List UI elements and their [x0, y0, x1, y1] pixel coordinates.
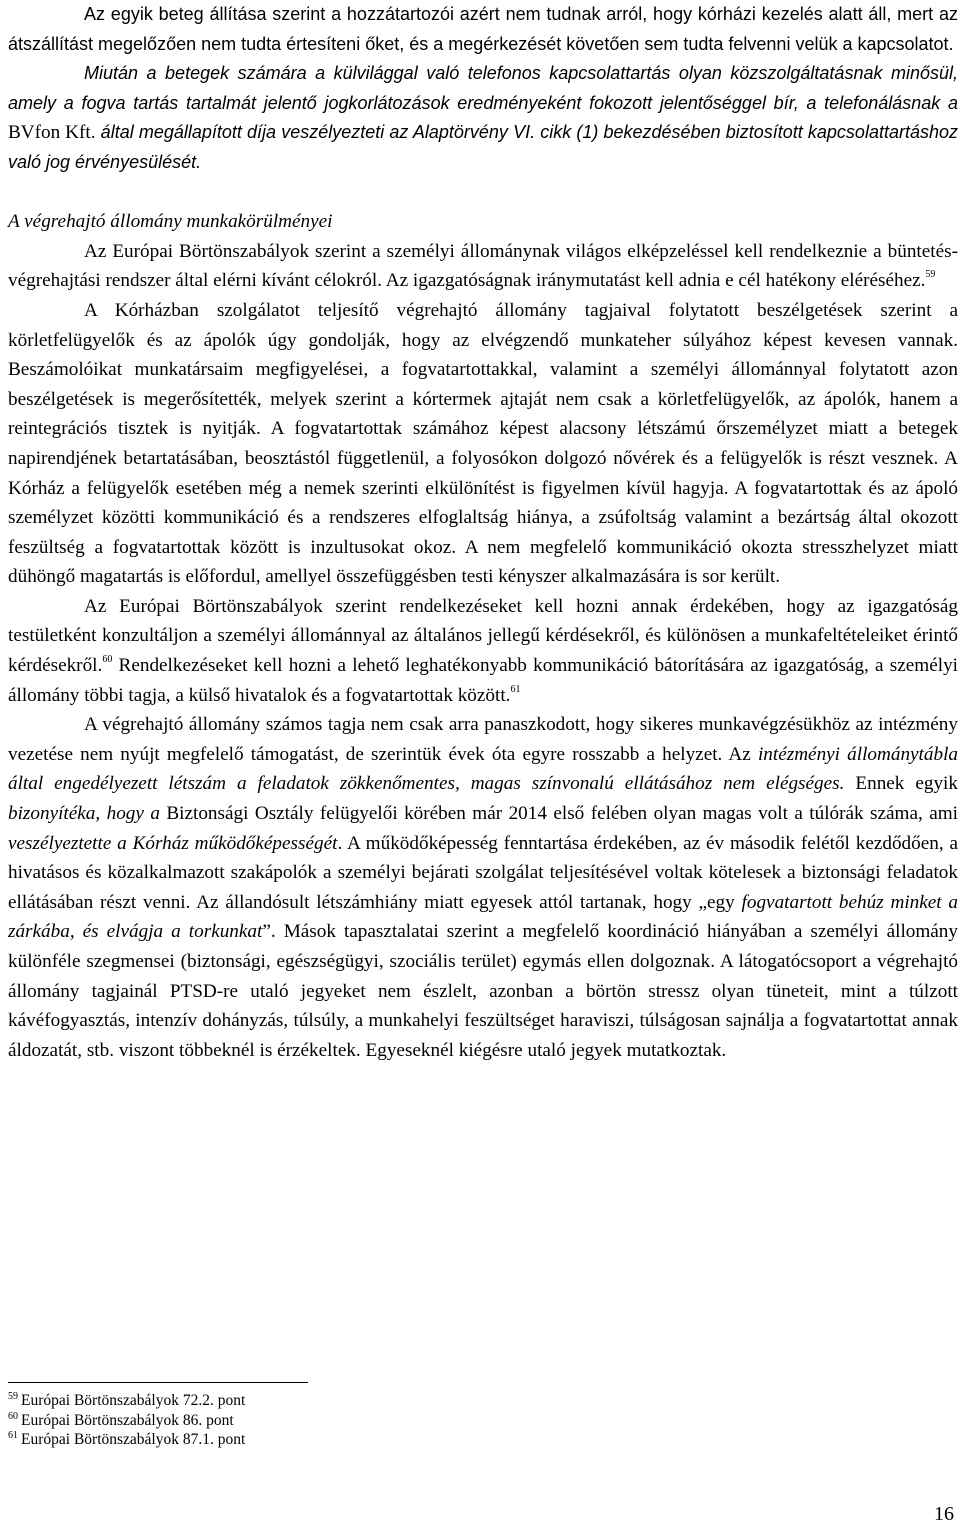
paragraph-6-part-g: . A működőképesség fenntartása érdekében, az év második felétől kezdődően, a hivatásos és közalkalmazott szakápolók a személyi bejárati szolgálat teljesítésével voltak kötelesek a biztonsági feladatok ellátásában részt venni. Az állandósult létszámhiány miatt egyesek attól tartanak, hogy „egy — [8, 832, 958, 913]
paragraph-6-part-d: bizonyítéka, hogy a — [8, 803, 160, 825]
paragraph-5-part-b: Rendelkezéseket kell hozni a lehető leghatékonyabb kommunikáció bátorítására az igazgatóság, a személyi állomány többi tagja, a külső hivatalok és a fogvatartottak között. — [8, 655, 958, 706]
paragraph-6-part-b: intézményi állománytábla által engedélyezett létszám a feladatok zökkenőmentes, magas színvonalú ellátásához nem elégséges. — [8, 743, 959, 795]
main-text — [8, 0, 958, 1065]
paragraph-6-part-f: veszélyeztette a Kórház működőképességét — [8, 832, 338, 854]
footnote-61 — [8, 1430, 608, 1450]
paragraph-1 — [8, 0, 958, 59]
footnote-text: Európai Börtönszabályok 86. pont — [21, 1411, 234, 1429]
page-number: 16 — [934, 1503, 954, 1525]
paragraph-6-part-a: A végrehajtó állomány számos tagja nem csak arra panaszkodott, hogy sikeres munkavégzésükhöz az intézmény vezetése nem nyújt megfelelő támogatást, de szerintük évek óta egyre rosszabb a helyzet. Az — [8, 714, 958, 765]
footnote-text: Európai Börtönszabályok 87.1. pont — [21, 1431, 246, 1448]
paragraph-2-part-b: BVfon Kft. — [8, 122, 96, 144]
paragraph-2 — [8, 59, 958, 177]
footnote-ref-61[interactable]: 61 — [510, 683, 521, 695]
footnotes — [8, 1391, 608, 1450]
footnote-separator — [8, 1382, 308, 1383]
paragraph-2-part-a: Miután a betegek számára a külvilággal való telefonos kapcsolattartás olyan közszolgáltatásnak minősül, amely a fogva tartás tartalmát jelentő jogkorlátozások eredményeként fokozott jelentőséggel bír, a telefonálásnak a — [8, 63, 958, 113]
footnote-60 — [8, 1411, 608, 1431]
paragraph-4: A Kórházban szolgálatot teljesítő végrehajtó állomány tagjaival folytatott beszélgetések szerint a körletfelügyelők és az ápolók úgy gondolják, hogy az elvégzendő munkateher súlyához képest kevesen vannak. Beszámolóikat munkatársaim megfigyelései, a fogvatartottakkal, valamint a személyi állománnyal folytatott azon beszélgetések is megerősítették, melyek szerint a kórtermek ajtaját nem csak a körletfelügyelők, az ápolók, hanem a reintegrációs tisztek is nyitják. A fogvatartottak számához képest alacsony létszámú őrszemélyzet miatt a betegek napirendjének betartatásában, beosztástól függetlenül, a folyosókon dolgozó nővérek és a felügyelők is részt vesznek. A Kórház a felügyelők esetében még a nemek szerinti elkülönítést is figyelmen kívül hagyja. A fogvatartottak és az ápoló személyzet közötti kommunikáció és a rendszeres elfoglaltság hiánya, a zsúfoltság valamint a bezártság által okozott feszültség a fogvatartottak között is inzultusokat okoz. A nem megfelelő kommunikáció okozta stresszhelyzet miatt dühöngő magatartás is előfordul, amellyel összefüggésben testi kényszer alkalmazására is sor került. — [8, 299, 958, 588]
footnote-ref-60[interactable]: 60 — [102, 654, 113, 666]
footnote-59 — [8, 1391, 608, 1411]
paragraph-5 — [8, 592, 958, 710]
paragraph-3-text: Az Európai Börtönszabályok szerint a személyi állománynak világos elképzeléssel kell rendelkeznie a büntetés-végrehajtási rendszer által elérni kívánt célokról. Az igazgatóságnak iránymutatást kell adnia e cél hatékony eléréséhez. — [8, 240, 958, 292]
paragraph-2-part-c: által megállapított díja veszélyezteti az Alaptörvény VI. cikk (1) bekezdésében biztosított kapcsolattartáshoz való jog érvényesülését. — [8, 122, 958, 172]
paragraph-1-text: Az egyik beteg állítása szerint a hozzátartozói azért nem tudnak arról, hogy kórházi kezelés alatt áll, mert az átszállítást megelőzően nem tudta értesíteni őket, és a megérkezését követően sem tudta felvenni velük a kapcsolatot. — [8, 4, 958, 54]
paragraph-6-part-e: Biztonsági Osztály felügyelői körében már 2014 első felében olyan magas volt a túlórák száma, ami — [159, 803, 958, 825]
paragraph-6-part-c: Ennek egyik — [844, 773, 958, 795]
footnote-number: 61 — [8, 1430, 18, 1441]
footnote-number: 59 — [8, 1391, 18, 1402]
footnote-text: Európai Börtönszabályok 72.2. pont — [21, 1392, 246, 1409]
paragraph-5-part-a: Az Európai Börtönszabályok szerint rendelkezéseket kell hozni annak érdekében, hogy az igazgatóság testületként konzultáljon a személyi állománnyal az általános jellegű kérdésekről, és különösen a munkafeltételeiket érintő kérdésekről. — [8, 595, 958, 677]
paragraph-6 — [8, 710, 958, 1065]
paragraph-6-part-i: ”. Mások tapasztalatai szerint a megfelelő koordináció hiányában a személyi állomány különféle szegmensei (biztonsági, egészségügyi, szociális terület) egymás ellen dolgoznak. A látogatócsoport a végrehajtó állomány tagjainál PTSD-re utaló jegyeket nem észlelt, azonban a börtön stressz olyan tüneteit, mint a túlzott kávéfogyasztás, intenzív dohányzás, túlsúly, a munkahelyi feszültséget haraviszi, túlságosan sajnálja a fogvatartottat annak áldozatát, stb. viszont többeknél is érzékeltek. Egyeseknél kiégésre utaló jegyek mutatkoztak. — [8, 921, 958, 1061]
footnote-number: 60 — [8, 1410, 18, 1422]
footnote-ref-59[interactable]: 59 — [925, 269, 936, 281]
section-heading: A végrehajtó állomány munkakörülményei — [8, 211, 333, 233]
paragraph-3 — [8, 237, 958, 296]
paragraph-6-part-h: fogvatartott behúz minket a zárkába, és elvágja a torkunkat — [8, 891, 958, 943]
